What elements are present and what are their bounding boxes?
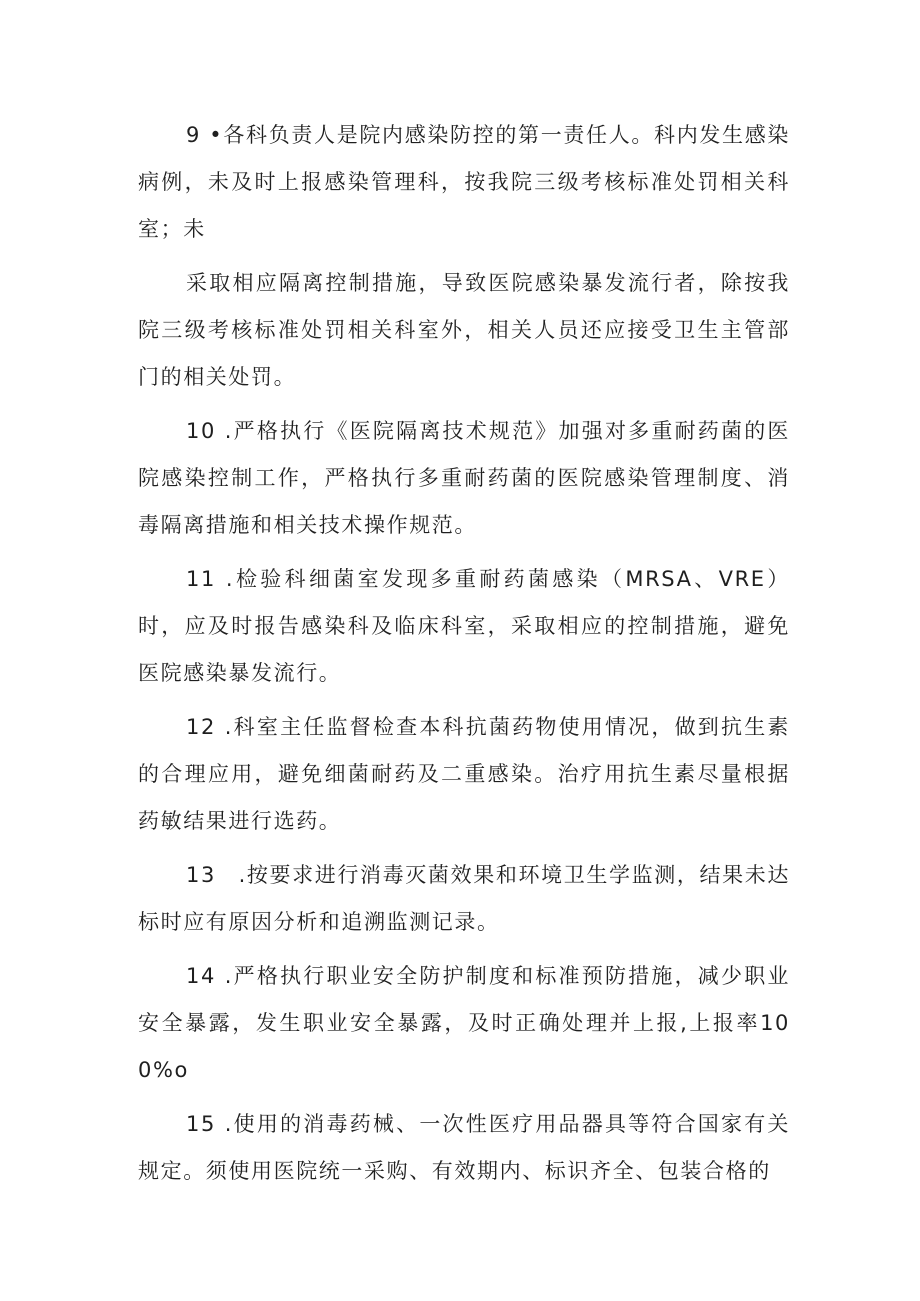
document-body	[138, 112, 790, 1202]
paragraph-item-10: 10 .严格执行《医院隔离技术规范》加强对多重耐药菌的医院感染控制工作，严格执行多重耐药菌的医院感染管理制度、消毒隔离措施和相关技术操作规范。	[138, 419, 790, 537]
paragraph-item-9-continued: 采取相应隔离控制措施，导致医院感染暴发流行者，除按我院三级考核标准处罚相关科室外，相关人员还应接受卫生主管部门的相关处罚。	[138, 271, 790, 389]
paragraph-item-14: 14 .严格执行职业安全防护制度和标准预防措施，减少职业安全暴露，发生职业安全暴露，及时正确处理并上报,上报率100%o	[138, 964, 790, 1082]
paragraph-item-13: 13 .按要求进行消毒灭菌效果和环境卫生学监测，结果未达标时应有原因分析和追溯监测记录。	[138, 863, 790, 934]
paragraph-item-11: 11 .检验科细菌室发现多重耐药菌感染（MRSA、VRE）时，应及时报告感染科及临床科室，采取相应的控制措施，避免医院感染暴发流行。	[138, 567, 790, 685]
paragraph-item-9: 9 •各科负责人是院内感染防控的第一责任人。科内发生感染病例，未及时上报感染管理科，按我院三级考核标准处罚相关科室；未	[138, 123, 790, 241]
paragraph-item-15: 15 .使用的消毒药械、一次性医疗用品器具等符合国家有关规定。须使用医院统一采购、有效期内、标识齐全、包装合格的	[138, 1112, 790, 1183]
paragraph-item-12: 12 .科室主任监督检查本科抗菌药物使用情况，做到抗生素的合理应用，避免细菌耐药及二重感染。治疗用抗生素尽量根据药敏结果进行选药。	[138, 715, 790, 833]
